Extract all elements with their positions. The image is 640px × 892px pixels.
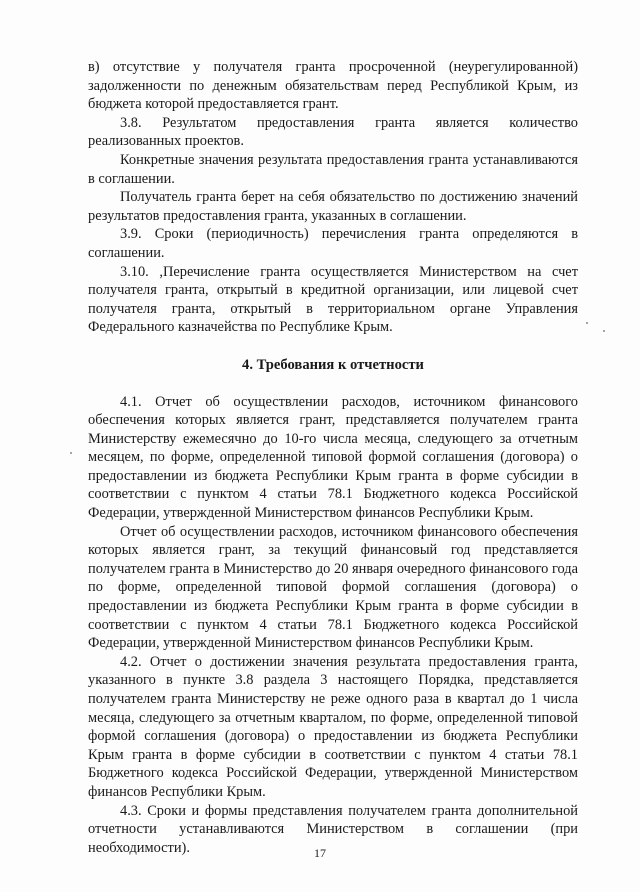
scan-speck	[70, 452, 72, 454]
document-body	[88, 58, 578, 857]
scan-speck	[603, 330, 605, 332]
paragraph-recipient-obligation: Получатель гранта берет на себя обязательство по достижению значений результатов предоставления гранта, указанных в соглашении.	[88, 189, 578, 224]
paragraph-3-10: 3.10. ,Перечисление гранта осуществляется Министерством на счет получателя гранта, открытый в кредитной организации, или лицевой счет получателя гранта, открытый в территориальном органе Управления Федерального казначейства по Республике Крым.	[88, 263, 578, 336]
paragraph-4-1: 4.1. Отчет об осуществлении расходов, источником финансового обеспечения которых является грант, представляется получателем гранта Министерству ежемесячно до 10-го числа месяца, следующего за отчетным месяцем, по форме, определенной типовой формой соглашения (договора) о предоставлении из бюджета Республики Крым гранта в форме субсидии в соответствии с пунктом 4 статьи 78.1 Бюджетного кодекса Российской Федерации, утвержденной Министерством финансов Республики Крым.	[88, 393, 578, 522]
paragraph-result-values: Конкретные значения результата предоставления гранта устанавливаются в соглашении.	[88, 151, 578, 187]
section-heading-reporting: 4. Требования к отчетности	[242, 356, 424, 373]
paragraph-4-2: 4.2. Отчет о достижении значения результата предоставления гранта, указанного в пункте 3.8 раздела 3 настоящего Порядка, представляется получателем гранта Министерству не реже одного раза в квартал до 1 числа месяца, следующего за отчетным кварталом, по форме, определенной типовой формой соглашения (договора) о предоставлении из бюджета Республики Крым гранта в форме субсидии в соответствии с пунктом 4 статьи 78.1 Бюджетного кодекса Российской Федерации, утвержденной Министерством финансов Республики Крым.	[88, 653, 578, 800]
paragraph-3-9: 3.9. Сроки (периодичность) перечисления гранта определяются в соглашении.	[88, 226, 578, 261]
paragraph-3-7-v: в) отсутствие у получателя гранта просроченной (неурегулированной) задолженности по денежным обязательствам перед Республикой Крым, из бюджета которой предоставляется грант.	[88, 59, 578, 113]
paragraph-3-8: 3.8. Результатом предоставления гранта является количество реализованных проектов.	[88, 114, 578, 150]
scan-speck	[586, 322, 588, 324]
paragraph-4-3: 4.3. Сроки и формы представления получателем гранта дополнительной отчетности устанавливаются Министерством в соглашении (при необходимости).	[88, 802, 578, 856]
page-number: 17	[314, 846, 326, 860]
paragraph-annual-report: Отчет об осуществлении расходов, источником финансового обеспечения которых является грант, за текущий финансовый год представляется получателем гранта в Министерство до 20 января очередного финансового года по форме, определенной типовой формой соглашения (договора) о предоставлении из бюджета Республики Крым гранта в форме субсидии в соответствии с пунктом 4 статьи 78.1 Бюджетного кодекса Российской Федерации, утвержденной Министерством финансов Республики Крым.	[88, 523, 578, 652]
